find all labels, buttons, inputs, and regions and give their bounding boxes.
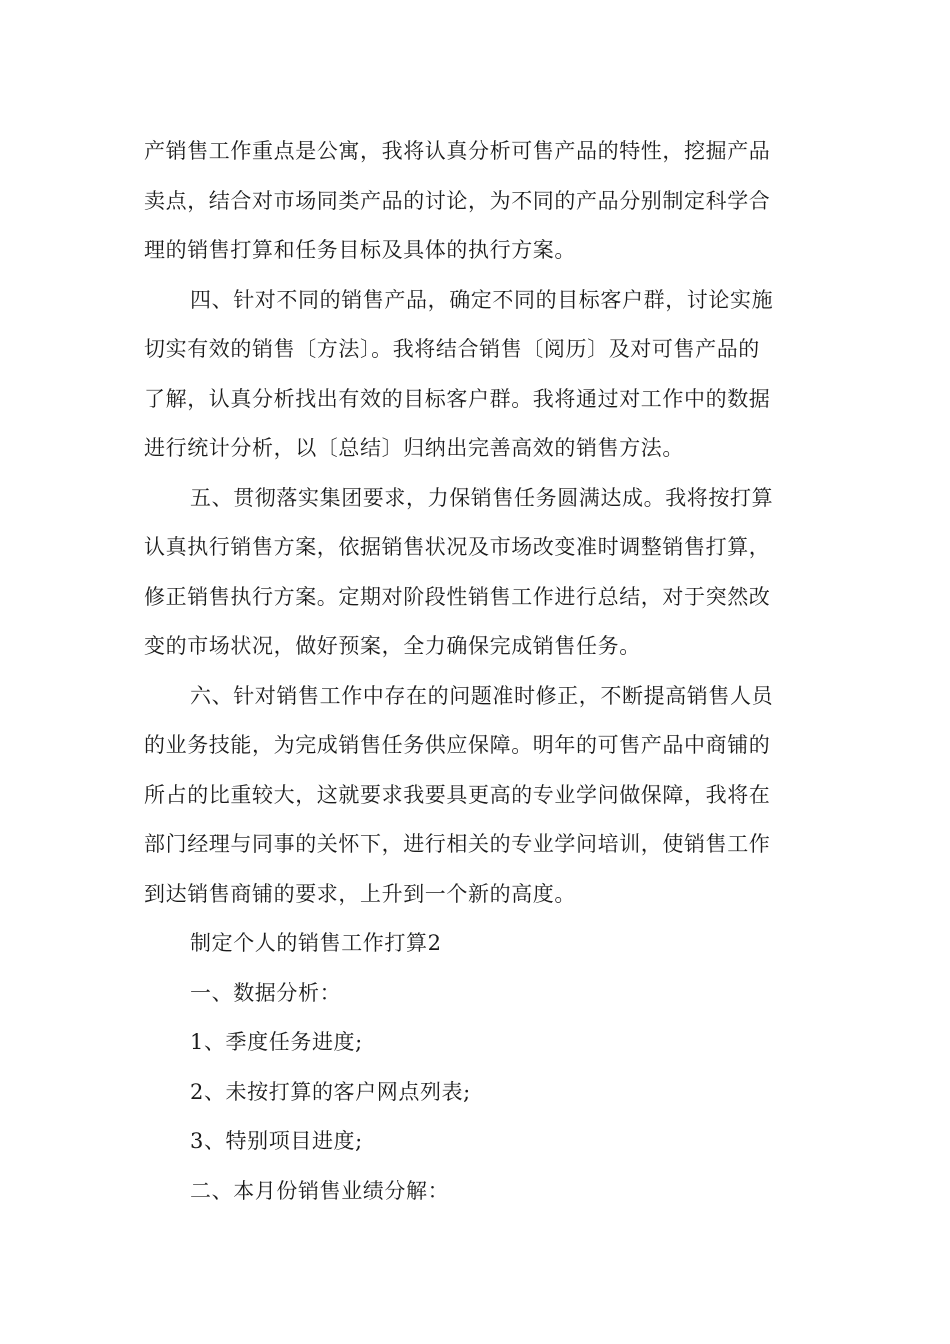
text-line: 所占的比重较大，这就要求我要具更高的专业学问做保障，我将在 bbox=[144, 782, 771, 807]
text-line: 1、季度任务进度; bbox=[190, 1030, 363, 1054]
text-line: 理的销售打算和任务目标及具体的执行方案。 bbox=[144, 238, 576, 262]
text-line: 变的市场状况，做好预案，全力确保完成销售任务。 bbox=[144, 634, 641, 658]
text-line: 二、本月份销售业绩分解： bbox=[190, 1178, 450, 1203]
text-line: 五、贯彻落实集团要求，力保销售任务圆满达成。我将按打算 bbox=[190, 485, 774, 510]
text-line: 2、未按打算的客户网点列表; bbox=[190, 1079, 471, 1104]
text-line: 卖点，结合对市场同类产品的讨论，为不同的产品分别制定科学合 bbox=[144, 188, 771, 213]
text-line: 切实有效的销售〔方法〕。我将结合销售〔阅历〕及对可售产品的 bbox=[144, 337, 760, 361]
text-line: 3、特别项目进度; bbox=[190, 1129, 363, 1153]
text-line: 部门经理与同事的关怀下，进行相关的专业学问培训，使销售工作 bbox=[144, 832, 771, 856]
text-line: 进行统计分析，以〔总结〕归纳出完善高效的销售方法。 bbox=[144, 436, 684, 460]
text-line: 了解，认真分析找出有效的目标客户群。我将通过对工作中的数据 bbox=[144, 386, 771, 411]
text-line: 制定个人的销售工作打算2 bbox=[190, 931, 442, 955]
text-line: 四、针对不同的销售产品，确定不同的目标客户群，讨论实施 bbox=[190, 287, 774, 312]
text-line: 到达销售商铺的要求，上升到一个新的高度。 bbox=[144, 881, 576, 906]
text-line: 一、数据分析： bbox=[190, 980, 342, 1005]
text-line: 六、针对销售工作中存在的问题准时修正，不断提高销售人员 bbox=[190, 683, 774, 708]
text-line: 认真执行销售方案，依据销售状况及市场改变准时调整销售打算， bbox=[144, 535, 771, 559]
text-line: 产销售工作重点是公寓，我将认真分析可售产品的特性，挖掘产品 bbox=[144, 139, 771, 163]
text-line: 修正销售执行方案。定期对阶段性销售工作进行总结，对于突然改 bbox=[144, 584, 771, 609]
text-line: 的业务技能，为完成销售任务供应保障。明年的可售产品中商铺的 bbox=[144, 733, 771, 757]
document-body bbox=[144, 127, 808, 1216]
